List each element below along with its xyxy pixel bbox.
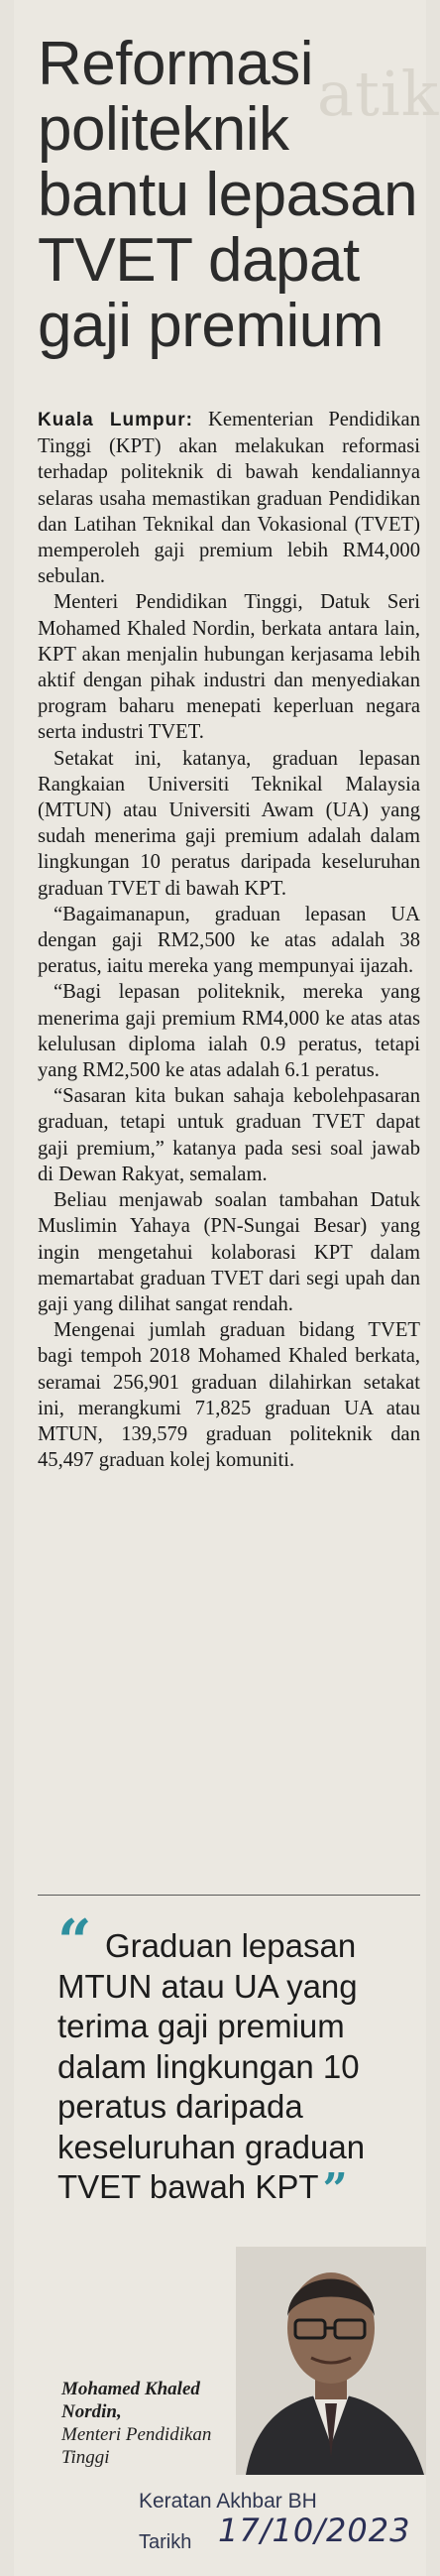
headline-line-3: bantu lepasan <box>38 161 418 229</box>
headline-line-5: gaji premium <box>38 292 384 360</box>
pull-quote-text <box>57 1926 414 2215</box>
paragraph-text: Kementerian Pendidikan Tinggi (KPT) akan melakukan reformasi terhadap politeknik di bawah kendaliannya selaras usaha memastikan graduan Pendidikan dan Latihan Teknikal dan Vokasional (TVET) memperoleh gaji premium lebih RM4,000 sebulan. <box>38 409 420 588</box>
article-paragraph: “Bagaimanapun, graduan lepasan UA dengan gaji RM2,500 ke atas adalah 38 peratus, iaitu mereka yang mempunyai ijazah. <box>38 903 420 978</box>
stamp-source: Keratan Akhbar BH <box>139 2490 317 2513</box>
article-paragraph: Mengenai jumlah graduan bidang TVET bagi tempoh 2018 Mohamed Khaled berkata, seramai 256,901 graduan dilahirkan setakat ini, merangkumi 71,825 graduan UA atau MTUN, 139,579 graduan politeknik dan 45,497 graduan kolej komuniti. <box>38 1319 420 1472</box>
article-paragraph: Menteri Pendidikan Tinggi, Datuk Seri Mohamed Khaled Nordin, berkata antara lain, KPT akan menjalin hubungan kerjasama lebih aktif dengan pihak industri dan menyediakan program baharu menepati keperluan negara serta industri TVET. <box>38 591 420 744</box>
dateline: Kuala Lumpur: <box>38 410 193 430</box>
quote-attribution <box>61 2378 250 2469</box>
minister-portrait <box>236 2247 426 2475</box>
clipping-stamp <box>139 2490 436 2569</box>
article-paragraph: Beliau menjawab soalan tambahan Datuk Muslimin Yahaya (PN-Sungai Besar) yang ingin mengetahui kolaborasi KPT dalam memartabat graduan TVET dari segi upah dan gaji yang dilihat sangat rendah. <box>38 1189 420 1315</box>
section-divider <box>38 1895 420 1896</box>
background-ghost-text: atik <box>317 58 440 130</box>
headline-line-4: TVET dapat <box>38 226 360 295</box>
stamp-date-label: Tarikh <box>139 2531 192 2553</box>
headline-line-1: Reformasi <box>38 30 314 98</box>
article-body <box>38 407 420 1473</box>
close-quote-icon: ” <box>322 2164 348 2215</box>
open-quote-icon: “ <box>57 1907 92 1977</box>
article-paragraph <box>38 407 420 589</box>
stamp-handwritten-date: 17/10/2023 <box>218 2512 411 2549</box>
attribution-name: Mohamed Khaled Nordin, <box>61 2379 200 2422</box>
headline <box>38 32 434 359</box>
headline-line-2: politeknik <box>38 95 289 164</box>
pull-quote-content: Graduan lepasan MTUN atau UA yang terima gaji premium dalam lingkungan 10 peratus daripada keseluruhan graduan TVET bawah KPT <box>57 1927 366 2205</box>
article-paragraph: “Sasaran kita bukan sahaja kebolehpasaran graduan, tetapi untuk graduan TVET dapat gaji premium,” katanya pada sesi soal jawab di Dewan Rakyat, semalam. <box>38 1085 420 1185</box>
attribution-title: Menteri Pendidikan Tinggi <box>61 2424 212 2468</box>
article-paragraph: Setakat ini, katanya, graduan lepasan Rangkaian Universiti Teknikal Malaysia (MTUN) atau Universiti Awam (UA) yang sudah menerima gaji premium adalah dalam lingkungan 10 peratus daripada keseluruhan graduan TVET di bawah KPT. <box>38 747 420 900</box>
article-paragraph: “Bagi lepasan politeknik, mereka yang menerima gaji premium RM4,000 ke atas atas kelulusan diploma ialah 0.9 peratus, tetapi yang RM2,500 ke atas adalah 6.1 peratus. <box>38 981 420 1082</box>
